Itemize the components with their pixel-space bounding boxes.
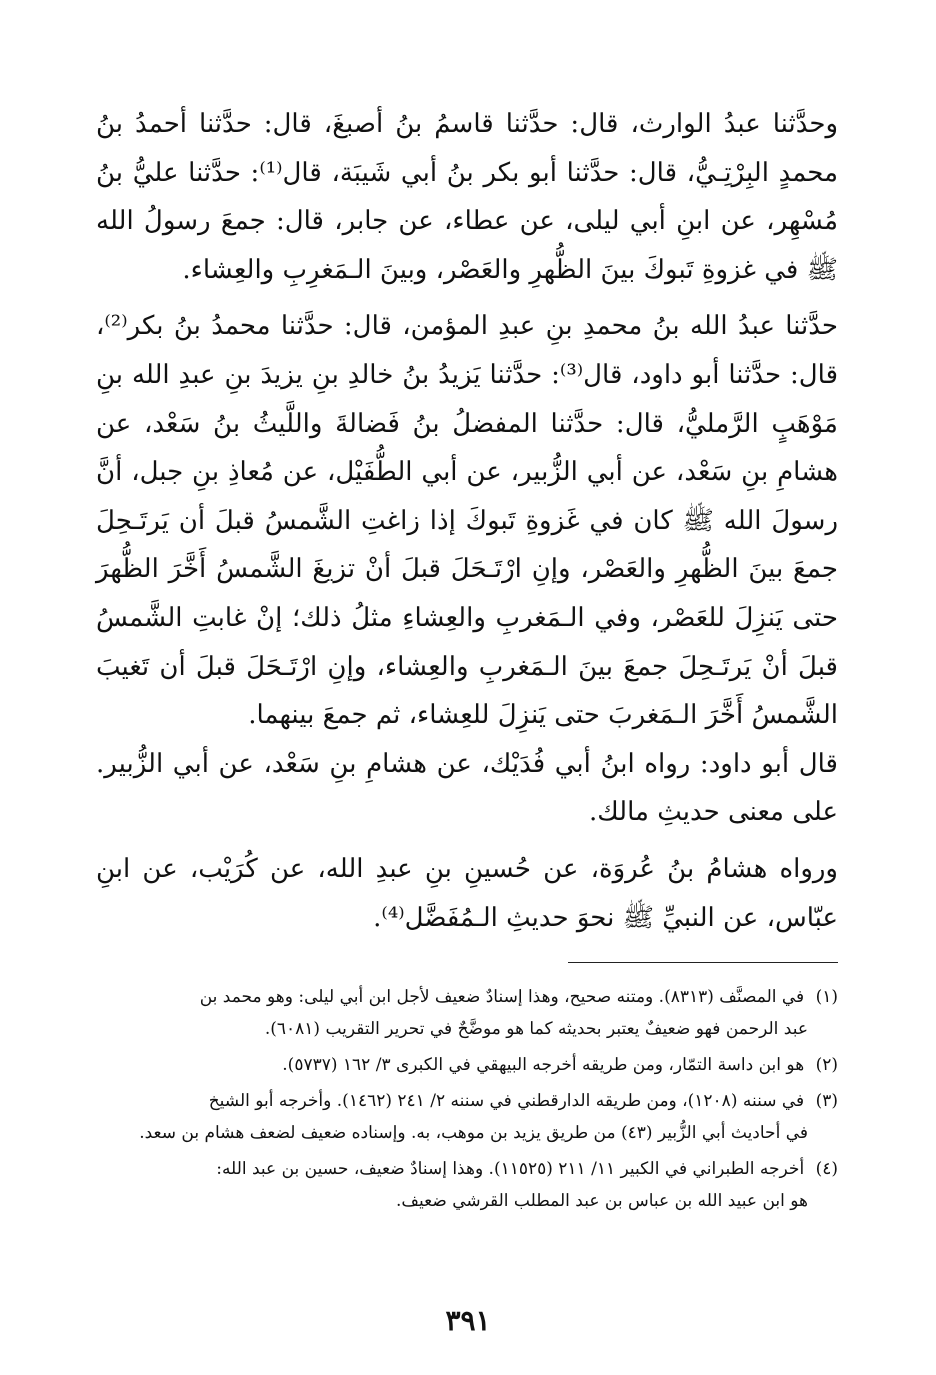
paragraph-2: حدَّثنا عبدُ الله بنُ محمدِ بنِ عبدِ المؤمن، قال: حدَّثنا محمدُ بنُ بكر⁽²⁾، قال: حدَّثنا أبو داود، قال⁽³⁾: حدَّثنا يَزيدُ بنُ خالدِ بنِ يزيدَ بنِ عبدِ الله بنِ مَوْهَبٍ الرَّمليُّ، قال: حدَّثنا المفضلُ بنُ فَضالةَ واللَّيثُ بنُ سَعْد، عن هشامِ بنِ سَعْد، عن أبي الزُّبير، عن أبي الطُّفَيْل، عن مُعاذِ بنِ جبل، أنَّ رسولَ الله ﷺ كان في غَزوةِ تَبوكَ إذا زاغتِ الشَّمسُ قبلَ أن يَرتَـحِلَ جمعَ بينَ الظُّهرِ والعَصْر، وإنِ ارْتَـحَلَ قبلَ أنْ تزيغَ الشَّمسُ أَخَّرَ الظُّهرَ حتى يَنزِلَ للعَصْر، وفي الـمَغربِ والعِشاءِ مثلُ ذلك؛ إنْ غابتِ الشَّمسُ قبلَ أنْ يَرتَـحِلَ جمعَ بينَ الـمَغربِ والعِشاء، وإنِ ارْتَـحَلَ قبلَ أن تَغيبَ الشَّمسُ أَخَّرَ الـمَغربَ حتى يَنزِلَ للعِشاء، ثم جمعَ بينهما.	[96, 311, 838, 731]
footnote-2	[96, 1049, 838, 1081]
footnote-number: (٢)	[815, 1055, 838, 1076]
paragraph-1: وحدَّثنا عبدُ الوارث، قال: حدَّثنا قاسمُ بنُ أصبغَ، قال: حدَّثنا أحمدُ بنُ محمدٍ البِرْتِـيُّ، قال: حدَّثنا أبو بكر بنُ أبي شَيبَة، قال⁽¹⁾: حدَّثنا عليُّ بنُ مُسْهِر، عن ابنِ أبي ليلى، عن عطاء، عن جابر، قال: جمعَ رسولُ الله ﷺ في غزوةِ تَبوكَ بينَ الظُّهرِ والعَصْر، وبينَ الـمَغرِبِ والعِشاء.	[96, 109, 838, 285]
footnote-4	[96, 1153, 838, 1217]
footnote-3	[96, 1085, 838, 1149]
footnote-number: (٤)	[815, 1159, 838, 1180]
footnote-text: أخرجه الطبراني في الكبير ١١/ ٢١١ (١١٥٢٥). وهذا إسنادٌ ضعيف، حسين بن عبد الله:	[216, 1159, 805, 1180]
footnote-number: (١)	[815, 987, 838, 1008]
main-text	[96, 100, 838, 942]
page-number: ٣٩١	[445, 1304, 491, 1337]
footnote-1	[96, 981, 838, 1045]
footnote-divider	[568, 962, 838, 963]
paragraph-4: ورواه هشامُ بنُ عُروَة، عن حُسينِ بنِ عبدِ الله، عن كُرَيْب، عن ابنِ عبّاس، عن النبيِّ ﷺ نحوَ حديثِ الـمُفَضَّل⁽⁴⁾.	[96, 853, 838, 933]
footnote-continuation: عبد الرحمن فهو ضعيفٌ يعتبر بحديثه كما هو موضَّحٌ في تحرير التقريب (٦٠٨١).	[264, 1019, 808, 1040]
footnote-text: هو ابن داسة التمّار، ومن طريقه أخرجه البيهقي في الكبرى ٣/ ١٦٢ (٥٧٣٧).	[282, 1055, 805, 1076]
footnote-text: في سننه (١٢٠٨)، ومن طريقه الدارقطني في سننه ٢/ ٢٤١ (١٤٦٢). وأخرجه أبو الشيخ	[208, 1091, 805, 1112]
footnotes	[96, 981, 838, 1217]
footnote-continuation: هو ابن عبيد الله بن عباس بن عبد المطلب القرشي ضعيف.	[396, 1191, 808, 1212]
footnote-text: في المصنَّف (٨٣١٣). ومتنه صحيح، وهذا إسنادٌ ضعيف لأجل ابن أبي ليلى: وهو محمد بن	[199, 987, 805, 1008]
footnote-number: (٣)	[815, 1091, 838, 1112]
footnote-continuation: في أحاديث أبي الزُّبير (٤٣) من طريق يزيد بن موهب، به. وإسناده ضعيف لضعف هشام بن سعد.	[139, 1123, 808, 1144]
paragraph-3: قال أبو داود: رواه ابنُ أبي فُدَيْك، عن هشامِ بنِ سَعْد، عن أبي الزُّبير. على معنى حديثِ مالك.	[96, 748, 838, 828]
